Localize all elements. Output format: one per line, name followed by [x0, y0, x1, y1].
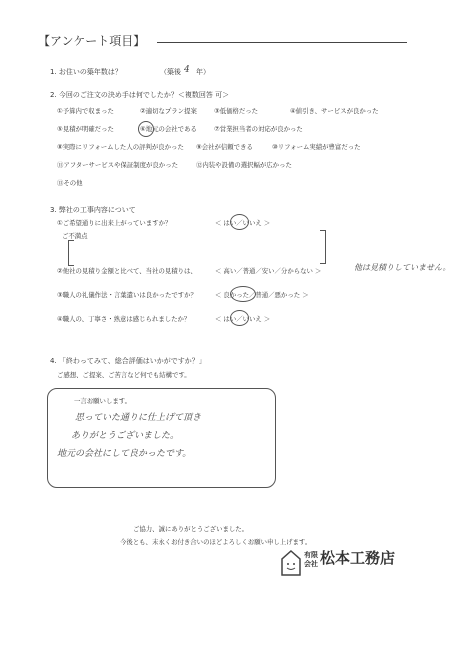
- handwritten-comment: 思っていた通りに仕上げて頂き: [75, 413, 202, 423]
- company-name: 松本工務店: [320, 549, 396, 567]
- page-title: 【アンケート項目】: [38, 34, 146, 48]
- q2-option: ⑦営業担当者の対応が良かった: [214, 125, 303, 133]
- q1-label: 1. お住いの築年数は？: [50, 68, 122, 76]
- q2-option: ⑨会社が信頼できる: [196, 143, 253, 151]
- q2-option: ⑩リフォーム実績が豊富だった: [272, 143, 361, 151]
- q1-paren-close: 年）: [196, 68, 210, 76]
- q3-question: ①ご希望通りに出来上がっていますか？: [57, 219, 172, 227]
- handwritten-comment: 地元の会社にして良かったです。: [57, 449, 192, 459]
- q3-question: ②他社の見積り金額と比べて、当社の見積りは、: [57, 267, 197, 275]
- selection-circle: [230, 310, 249, 326]
- q1-answer: 4: [184, 65, 190, 75]
- house-logo-icon: [281, 550, 301, 576]
- complaint-bracket-left: [68, 240, 74, 266]
- q1-paren-open: （築後: [160, 68, 181, 76]
- selection-circle: [230, 286, 256, 302]
- comment-box-title: 一言お願いします。: [74, 397, 132, 405]
- q2-option: ④値引き、サービスが良かった: [290, 107, 379, 115]
- company-type: 会社: [304, 560, 318, 568]
- q3-choices: ＜ 良かった／普通／悪かった ＞: [215, 291, 309, 299]
- selection-circle: [138, 121, 154, 137]
- complaint-bracket-right: [320, 230, 326, 264]
- company-type: 有限: [304, 551, 318, 559]
- closing-thanks: ご協力、誠にありがとうございました。: [133, 525, 249, 533]
- q2-option: ⑬その他: [57, 179, 83, 187]
- title-rule: [157, 42, 407, 43]
- q2-option-selected: ⑥地元の会社である: [140, 125, 197, 133]
- q3-complaint-label: ご不満点: [62, 232, 88, 240]
- q2-option: ⑤見積が明確だった: [57, 125, 114, 133]
- q3-choices: ＜ 高い／普通／安い／分からない ＞: [215, 267, 322, 275]
- closing-message: 今後とも、末永くお付き合いのほどよろしくお願い申し上げます。: [120, 538, 312, 546]
- handwritten-comment: ありがとうございました。: [71, 431, 180, 441]
- q3-handwritten-note: 他は見積りしていません。: [354, 263, 451, 272]
- q3-label: 3. 弊社の工事内容について: [50, 206, 136, 214]
- q2-option: ③低価格だった: [214, 107, 259, 115]
- q3-question: ④職人の、丁寧さ・熟意は感じられましたか？: [57, 315, 191, 323]
- q2-label: 2. 今回のご注文の決め手は何でしたか？＜複数回答 可＞: [50, 91, 230, 99]
- q2-option: ①予算内で収まった: [57, 107, 114, 115]
- q3-question: ③職人の礼儀作法・言葉遣いは良かったですか？: [57, 291, 197, 299]
- q2-option: ⑧実際にリフォームした人の評判が良かった: [57, 143, 184, 151]
- q2-option: ⑪アフターサービスや保証制度が良かった: [57, 161, 178, 169]
- selection-circle: [230, 214, 249, 230]
- q3-choices: ＜ はい／いいえ ＞: [215, 219, 271, 227]
- q3-choices: ＜ はい／いいえ ＞: [215, 315, 271, 323]
- q2-option: ②適切なプラン提案: [140, 107, 197, 115]
- q2-option: ⑫内装や設備の選択幅が広かった: [196, 161, 292, 169]
- q4-label: 4. 「終わってみて、総合評価はいかがですか？」: [50, 357, 206, 365]
- q4-sub: ご感想、ご提案、ご苦言など何でも結構です。: [57, 371, 191, 379]
